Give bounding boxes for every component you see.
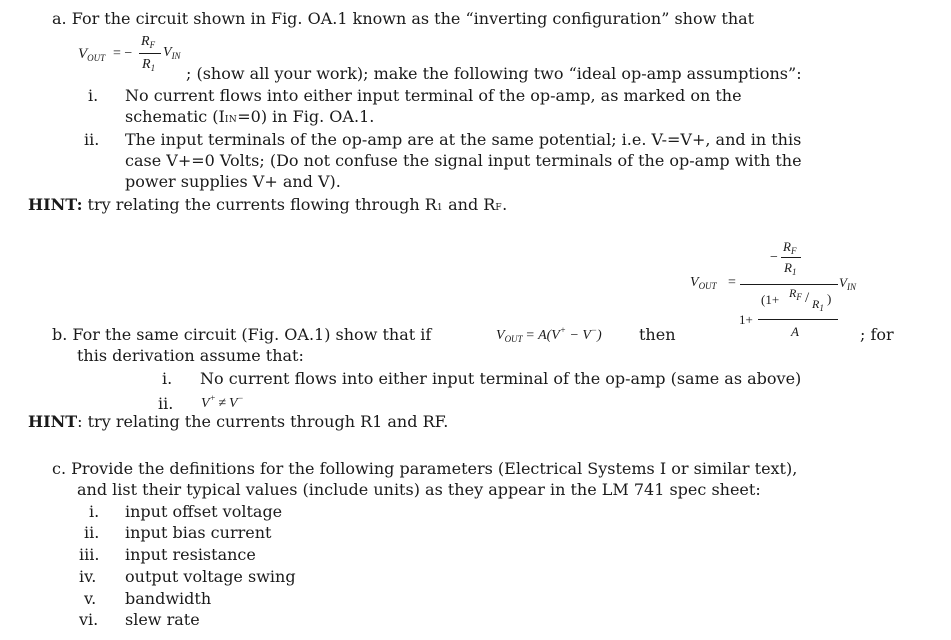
- big-vout: $V_{OUT}$: [690, 275, 717, 291]
- part-c-item-4-text: output voltage swing: [125, 567, 296, 586]
- big-slash: /: [805, 290, 810, 306]
- part-c-item-6-text: slew rate: [125, 610, 200, 629]
- part-a-line1: a. For the circuit shown in Fig. OA.1 known as the “inverting configuration” show that: [52, 9, 755, 28]
- part-c-item-1-marker: i.: [89, 502, 100, 521]
- part-b-for: ; for: [860, 325, 894, 344]
- part-c-item-1-text: input offset voltage: [125, 502, 283, 521]
- part-c-item-4-marker: iv.: [79, 567, 97, 586]
- big-paren-open: (1+: [761, 292, 780, 307]
- eq-numerator: $R_F$: [141, 34, 156, 50]
- big-a: A: [791, 324, 799, 339]
- big-denominator-bar: [758, 319, 838, 320]
- part-b-line2: this derivation assume that:: [77, 346, 304, 365]
- part-c-line2: and list their typical values (include units) as they appear in the LM 741 spec sheet:: [77, 480, 761, 499]
- part-c-item-2-marker: ii.: [84, 523, 100, 542]
- eq-equals-minus: = −: [113, 46, 133, 61]
- big-rf: $R_F$: [783, 239, 797, 256]
- part-a-hint: HINT: try relating the currents flowing through R1 and RF.: [28, 195, 508, 214]
- big-neg: −: [770, 250, 778, 265]
- part-c-item-3-text: input resistance: [125, 545, 256, 564]
- part-a-i-line2: schematic (IIN=0) in Fig. OA.1.: [125, 107, 375, 126]
- big-rf2: $R_F$: [789, 286, 802, 302]
- part-b-ii-marker: ii.: [158, 394, 174, 413]
- big-r12: $R_1$: [812, 297, 824, 313]
- inline-equation: $V_{OUT} = A(V^+ - V^-)$: [496, 325, 602, 344]
- part-c-item-5-marker: v.: [84, 589, 97, 608]
- big-inner-bar: [781, 257, 801, 258]
- part-a-ii-line2: case V+=0 Volts; (Do not confuse the signal input terminals of the op-amp with the: [125, 151, 802, 170]
- part-b-i-marker: i.: [162, 369, 173, 388]
- big-paren-close: ): [827, 291, 832, 306]
- part-b-i-text: No current flows into either input terminal of the op-amp (same as above): [200, 369, 802, 388]
- big-r1: $R_1$: [784, 260, 797, 277]
- part-c-line1: c. Provide the definitions for the following parameters (Electrical Systems I or similar text),: [52, 459, 798, 478]
- part-a-i-line1: No current flows into either input terminal of the op-amp, as marked on the: [125, 86, 742, 105]
- part-b-line1: b. For the same circuit (Fig. OA.1) show that if: [52, 325, 432, 344]
- part-c-item-2-text: input bias current: [125, 523, 272, 542]
- part-b-hint: HINT: try relating the currents through R1 and RF.: [28, 412, 449, 431]
- part-a-line2: ; (show all your work); make the following two “ideal op-amp assumptions”:: [186, 64, 802, 83]
- part-b-then: then: [639, 325, 676, 344]
- part-c-item-6-marker: vi.: [79, 610, 99, 629]
- part-a-ii-marker: ii.: [84, 130, 100, 149]
- eq-vout: $V_{OUT}$: [78, 46, 106, 63]
- part-a-ii-line1: The input terminals of the op-amp are at the same potential; i.e. V-=V+, and in this: [125, 130, 802, 149]
- eq-vin: $V_{IN}$: [163, 45, 181, 61]
- big-main-bar: [740, 284, 838, 285]
- big-one-plus: 1+: [739, 312, 753, 327]
- part-a-ii-line3: power supplies V+ and V).: [125, 172, 341, 191]
- eq-denominator: $R_1$: [142, 57, 156, 73]
- part-a-i-marker: i.: [88, 86, 99, 105]
- part-c-item-5-text: bandwidth: [125, 589, 212, 608]
- part-c-item-3-marker: iii.: [79, 545, 100, 564]
- part-b-ii-relation: V+ ≠ V−: [201, 393, 244, 411]
- big-vin: $V_{IN}$: [839, 275, 856, 292]
- big-equals: =: [728, 275, 736, 290]
- eq-fraction-bar: [139, 53, 161, 54]
